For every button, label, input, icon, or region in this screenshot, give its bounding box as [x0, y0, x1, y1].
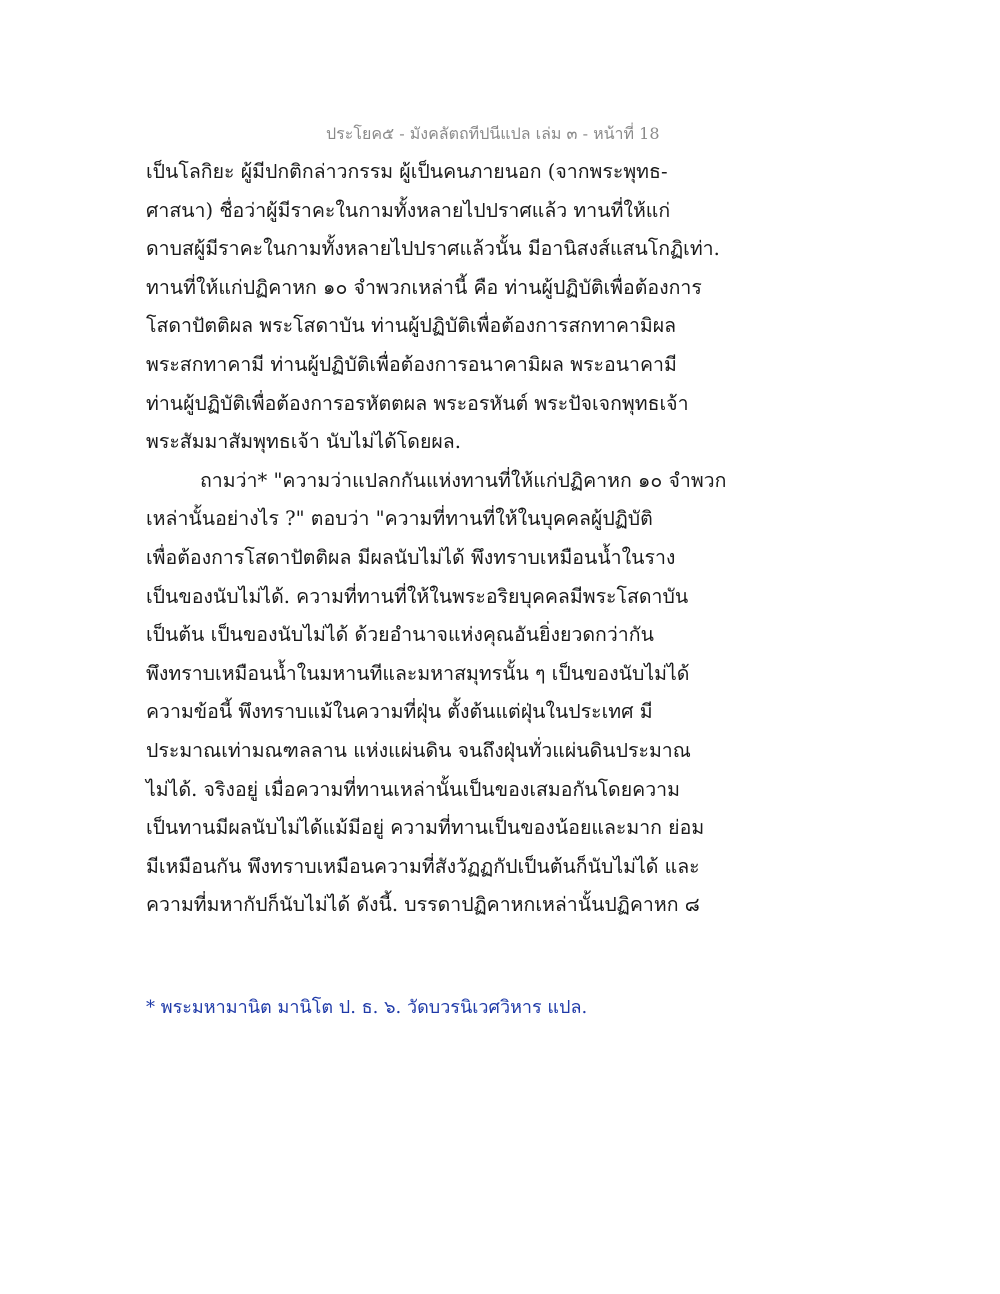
body-line: ความที่มหากัปก็นับไม่ได้ ดังนี้. บรรดาปฏิคาหกเหล่านั้นปฏิคาหก ๘ [146, 893, 700, 917]
body-line: พึงทราบเหมือนน้ำในมหานทีและมหาสมุทรนั้น ๆ เป็นของนับไม่ได้ [146, 661, 690, 685]
body-line: โสดาปัตติผล พระโสดาบัน ท่านผู้ปฏิบัติเพื่อต้องการสกทาคามิผล [146, 314, 677, 338]
paragraph-first-line: ถามว่า* "ความว่าแปลกกันแห่งทานที่ให้แก่ปฏิคาหก ๑๐ จำพวก [200, 468, 727, 492]
body-line: ดาบสผู้มีราคะในกามทั้งหลายไปปราศแล้วนั้น มีอานิสงส์แสนโกฏิเท่า. [146, 237, 720, 261]
body-line: ท่านผู้ปฏิบัติเพื่อต้องการอรหัตตผล พระอรหันต์ พระปัจเจกพุทธเจ้า [146, 391, 689, 415]
body-line: มีเหมือนกัน พึงทราบเหมือนความที่สังวัฏฏกัปเป็นต้นก็นับไม่ได้ และ [146, 854, 700, 878]
body-line: เป็นต้น เป็นของนับไม่ได้ ด้วยอำนาจแห่งคุณอันยิ่งยวดกว่ากัน [146, 623, 654, 647]
body-line: เพื่อต้องการโสดาปัตติผล มีผลนับไม่ได้ พึงทราบเหมือนน้ำในราง [146, 545, 676, 569]
body-line: ความข้อนี้ พึงทราบแม้ในความที่ฝุ่น ตั้งต้นแต่ฝุ่นในประเทศ มี [146, 700, 653, 724]
body-line: เป็นโลกิยะ ผู้มีปกติกล่าวกรรม ผู้เป็นคนภายนอก (จากพระพุทธ- [146, 160, 668, 183]
body-line: ประมาณเท่ามณฑลลาน แห่งแผ่นดิน จนถึงฝุ่นทั่วแผ่นดินประมาณ [146, 738, 691, 762]
body-line: ทานที่ให้แก่ปฏิคาหก ๑๐ จำพวกเหล่านี้ คือ ท่านผู้ปฏิบัติเพื่อต้องการ [146, 275, 702, 299]
body-line: พระสกทาคามี ท่านผู้ปฏิบัติเพื่อต้องการอนาคามิผล พระอนาคามี [146, 352, 677, 376]
body-line: เป็นทานมีผลนับไม่ได้แม้มีอยู่ ความที่ทานเป็นของน้อยและมาก ย่อม [146, 816, 705, 840]
body-line: พระสัมมาสัมพุทธเจ้า นับไม่ได้โดยผล. [146, 430, 461, 454]
body-line: ศาสนา) ชื่อว่าผู้มีราคะในกามทั้งหลายไปปราศแล้ว ทานที่ให้แก่ [146, 198, 671, 222]
body-line: เหล่านั้นอย่างไร ?" ตอบว่า "ความที่ทานที่ให้ในบุคคลผู้ปฏิบัติ [146, 507, 653, 531]
body-line: ไม่ได้. จริงอยู่ เมื่อความที่ทานเหล่านั้นเป็นของเสมอกันโดยความ [146, 777, 680, 801]
body-line: เป็นของนับไม่ได้. ความที่ทานที่ให้ในพระอริยบุคคลมีพระโสดาบัน [146, 584, 689, 608]
body-text [146, 157, 726, 929]
footnote: * พระมหามานิต มานิโต ป. ธ. ๖. วัดบวรนิเวศวิหาร แปล. [146, 997, 588, 1018]
page-header: ประโยค๕ - มังคลัตถทีปนีแปล เล่ม ๓ - หน้าที่ 18 [326, 124, 660, 143]
